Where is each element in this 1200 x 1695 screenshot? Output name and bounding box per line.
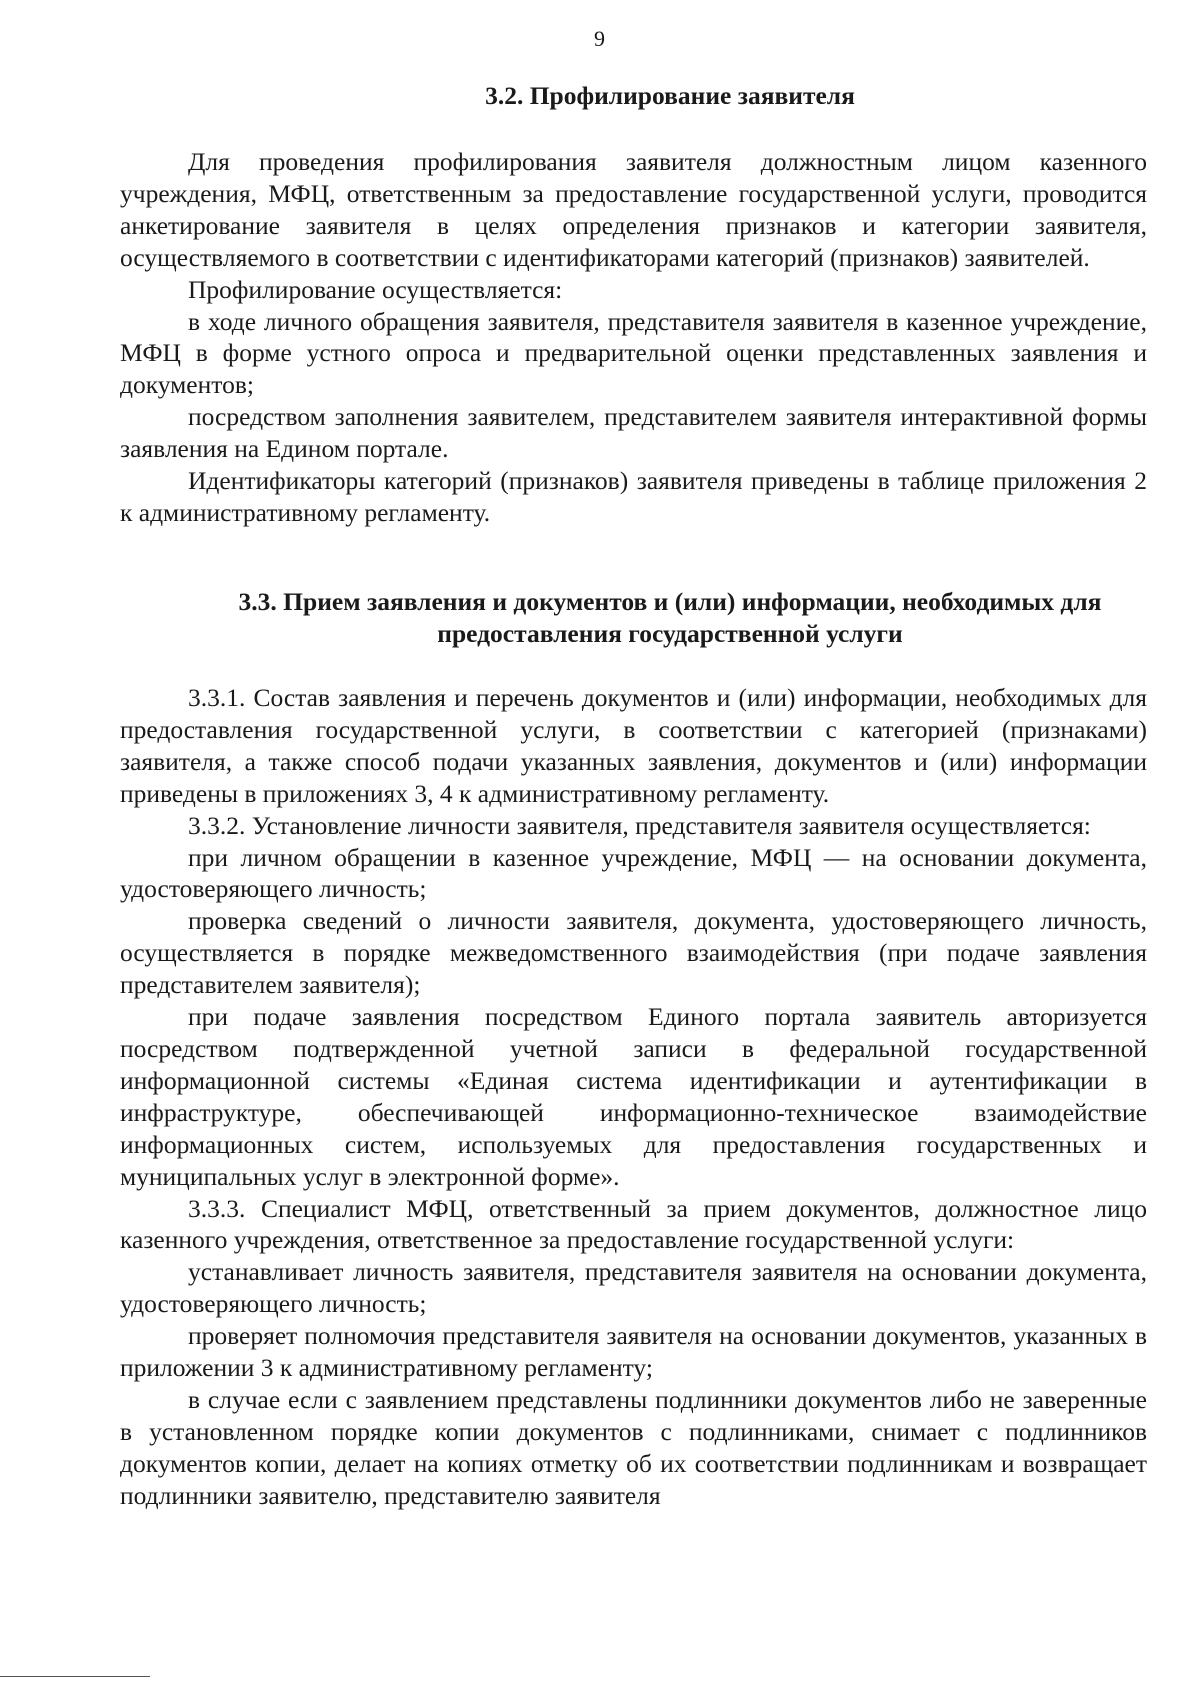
paragraph: устанавливает личность заявителя, представителя заявителя на основании документа, удостоверяющего личность; <box>120 1257 1147 1319</box>
paragraph: Идентификаторы категорий (признаков) заявителя приведены в таблице приложения 2 к административному регламенту. <box>120 466 1147 527</box>
paragraph: в случае если с заявлением представлены подлинники документов либо не заверенные в установленном порядке копии документов с подлинниками, снимает с подлинников документов копии, делает на копиях отметку об их соответствии подлинникам и возвращает подлинники заявителю, представителю заявителя <box>120 1384 1147 1510</box>
paragraph: 3.3.2. Установление личности заявителя, представителя заявителя осуществляется: <box>188 810 1091 840</box>
paragraph: Для проведения профилирования заявителя должностным лицом казенного учреждения, МФЦ, ответственным за предоставление государственной услуги, проводится анкетирование заявителя в целях определения признаков и категории заявителя, осуществляемого в соответствии с идентификаторами категорий (признаков) заявителей. <box>120 147 1147 272</box>
paragraph: 3.3.3. Специалист МФЦ, ответственный за прием документов, должностное лицо казенного учреждения, ответственное за предоставление государственной услуги: <box>120 1193 1147 1255</box>
section-3-3-body <box>120 682 1147 1512</box>
paragraph: посредством заполнения заявителем, представителем заявителя интерактивной формы заявления на Едином портале. <box>120 402 1147 464</box>
footer-rule <box>0 1676 150 1677</box>
paragraph: 3.3.1. Состав заявления и перечень документов и (или) информации, необходимых для предоставления государственной услуги, в соответствии с категорией (признаками) заявителя, а также способ подачи указанных заявления, документов и (или) информации приведены в приложениях 3, 4 к административному регламенту. <box>120 683 1147 808</box>
paragraph: проверяет полномочия представителя заявителя на основании документов, указанных в приложении 3 к административному регламенту; <box>120 1321 1147 1383</box>
paragraph: проверка сведений о личности заявителя, документа, удостоверяющего личность, осуществляется в порядке межведомственного взаимодействия (при подаче заявления представителем заявителя); <box>120 906 1147 1000</box>
page-number: 9 <box>594 26 606 51</box>
paragraph: Профилирование осуществляется: <box>188 274 563 304</box>
paragraph: в ходе личного обращения заявителя, представителя заявителя в казенное учреждение, МФЦ в форме устного опроса и предварительной оценки представленных заявления и документов; <box>120 306 1147 400</box>
paragraph: при личном обращении в казенное учреждение, МФЦ — на основании документа, удостоверяющего личность; <box>120 842 1147 904</box>
section-3-2-title: 3.2. Профилирование заявителя <box>485 81 855 110</box>
section-3-3-title: 3.3. Прием заявления и документов и (или) информации, необходимых для предоставления государственной услуги <box>238 587 1102 648</box>
section-3-2-body <box>120 146 1147 529</box>
paragraph: при подаче заявления посредством Единого портала заявитель авторизуется посредством подтвержденной учетной записи в федеральной государственной информационной системы «Единая система идентификации и аутентификации в инфраструктуре, обеспечивающей информационно-техническое взаимодействие информационных систем, используемых для предоставления государственных и муниципальных услуг в электронной форме». <box>120 1002 1147 1191</box>
